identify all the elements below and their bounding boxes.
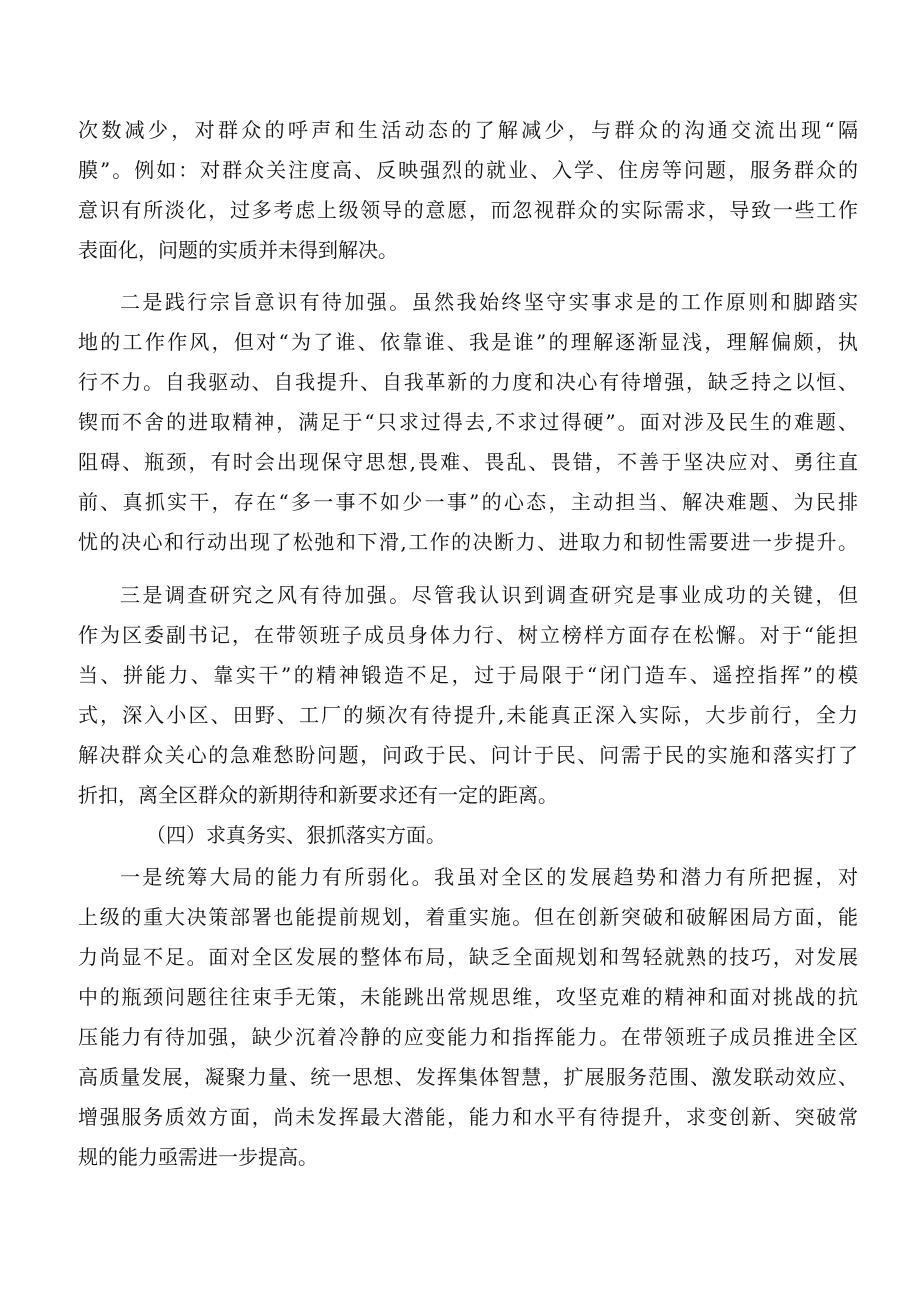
text-line: 式，深入小区、田野、工厂的频次有待提升,未能真正深入实际，大步前行，全力 xyxy=(78,703,858,727)
text-line: 力尚显不足。面对全区发展的整体布局，缺乏全面规划和驾轻就熟的技巧，对发展 xyxy=(78,945,858,969)
text-line: 锲而不舍的进取精神，满足于“只求过得去,不求过得硬”。面对涉及民生的难题、 xyxy=(78,410,858,434)
text-line: 增强服务质效方面，尚未发挥最大潜能，能力和水平有待提升，求变创新、突破常 xyxy=(78,1105,858,1129)
text-line: 膜”。例如：对群众关注度高、反映强烈的就业、入学、住房等问题，服务群众的 xyxy=(78,158,858,182)
section-heading: （四）求真务实、狠抓落实方面。 xyxy=(146,823,446,847)
text-line: 上级的重大决策部署也能提前规划，着重实施。但在创新突破和破解困局方面，能 xyxy=(78,905,858,929)
text-line: 压能力有待加强，缺少沉着冷静的应变能力和指挥能力。在带领班子成员推进全区 xyxy=(78,1025,858,1049)
paragraph-first-line: 一是统筹大局的能力有所弱化。我虽对全区的发展趋势和潜力有所把握，对 xyxy=(120,865,858,889)
text-line: 解决群众关心的急难愁盼问题，问政于民、问计于民、问需于民的实施和落实打了 xyxy=(78,743,858,767)
text-line: 忧的决心和行动出现了松弛和下滑,工作的决断力、进取力和韧性需要进一步提升。 xyxy=(78,530,858,554)
text-line: 前、真抓实干，存在“多一事不如少一事”的心态，主动担当、解决难题、为民排 xyxy=(78,490,858,514)
text-line: 行不力。自我驱动、自我提升、自我革新的力度和决心有待增强，缺乏持之以恒、 xyxy=(78,370,858,394)
text-line: 当、拼能力、靠实干”的精神锻造不足，过于局限于“闭门造车、遥控指挥”的模 xyxy=(78,663,858,687)
text-line: 高质量发展，凝聚力量、统一思想、发挥集体智慧，扩展服务范围、激发联动效应、 xyxy=(78,1065,858,1089)
text-line: 规的能力亟需进一步提高。 xyxy=(78,1145,318,1169)
text-line: 表面化，问题的实质并未得到解决。 xyxy=(78,238,398,262)
paragraph-first-line: 二是践行宗旨意识有待加强。虽然我始终坚守实事求是的工作原则和脚踏实 xyxy=(120,290,858,314)
paragraph-first-line: 三是调查研究之风有待加强。尽管我认识到调查研究是事业成功的关键，但 xyxy=(120,583,858,607)
text-line: 作为区委副书记，在带领班子成员身体力行、树立榜样方面存在松懈。对于“能担 xyxy=(78,623,858,647)
text-line: 阻碍、瓶颈，有时会出现保守思想,畏难、畏乱、畏错，不善于坚决应对、勇往直 xyxy=(78,450,858,474)
text-line: 地的工作作风，但对“为了谁、依靠谁、我是谁”的理解逐渐显浅，理解偏颇，执 xyxy=(78,330,858,354)
text-line: 次数减少，对群众的呼声和生活动态的了解减少，与群众的沟通交流出现“隔 xyxy=(78,118,858,142)
text-line: 意识有所淡化，过多考虑上级领导的意愿，而忽视群众的实际需求，导致一些工作 xyxy=(78,198,858,222)
text-line: 中的瓶颈问题往往束手无策，未能跳出常规思维，攻坚克难的精神和面对挑战的抗 xyxy=(78,985,858,1009)
text-line: 折扣，离全区群众的新期待和新要求还有一定的距离。 xyxy=(78,783,558,807)
